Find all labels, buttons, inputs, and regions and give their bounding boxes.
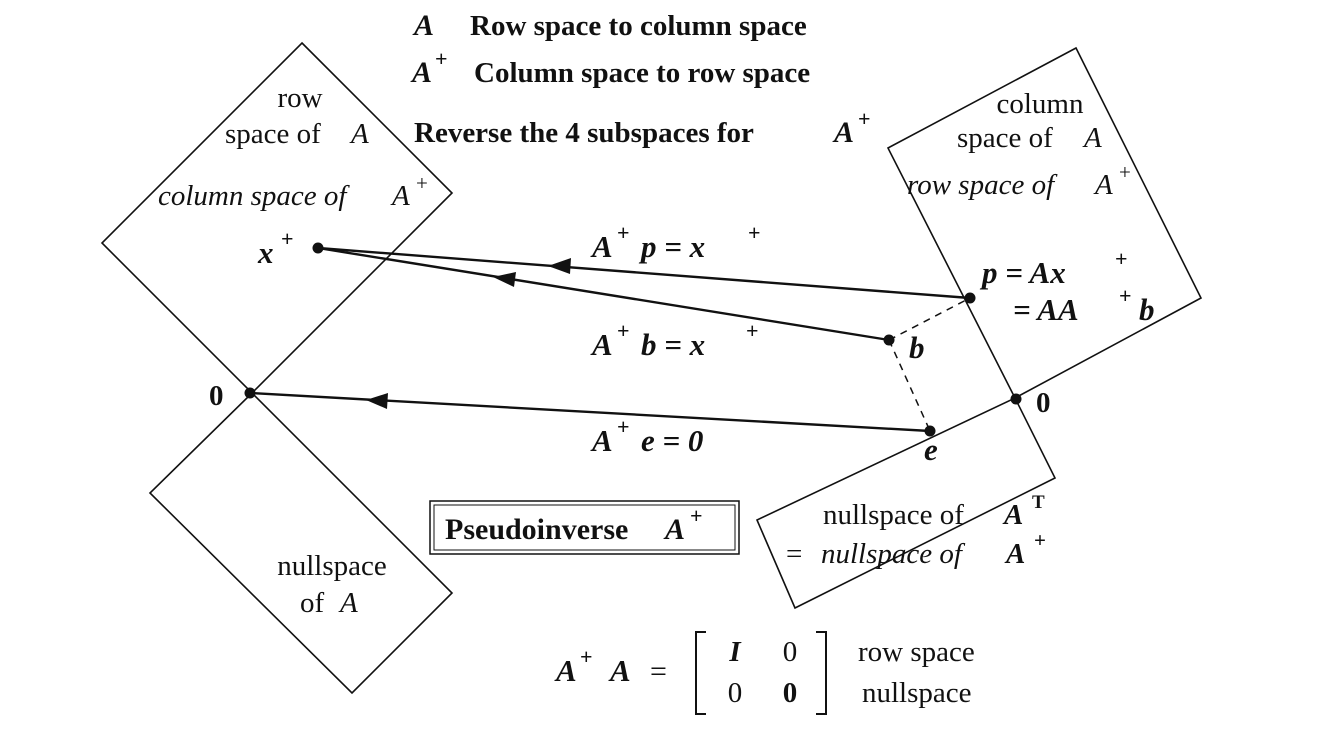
nullspace-label-line2: of [300,587,325,619]
matrix-cell-22: 0 [782,677,798,709]
right-top-box [888,48,1201,398]
label-x-plus-sup: + [281,226,294,251]
matrix-row2-label: nullspace [862,677,972,709]
header-line3-sup: + [858,106,871,131]
label-origin-right: 0 [1036,387,1051,419]
matrix-row1-label: row space [858,636,975,668]
p-equation-line1-sup: + [1115,246,1128,271]
arrow-e-to-origin-head [366,393,388,409]
header-line3-text: Reverse the 4 subspaces for [414,117,754,149]
eq-a-plus-b [590,318,759,362]
row-space-label-line2-sym: A [351,118,369,150]
eq-a-plus-e-sup: + [617,414,630,439]
header-line2-sup: + [435,46,448,71]
matrix-lhs-sym1: A [556,653,577,688]
header [410,9,871,149]
p-equation-line2: = AA [1013,292,1079,327]
column-space-label-line2: space of [957,122,1053,154]
nullspace-box-outline [150,393,452,693]
column-space-of-a-plus-sup: + [416,171,428,195]
p-equation-line2-tail: b [1139,292,1155,327]
nullspace-of-a-plus-sym: A [1006,538,1026,570]
column-space-of-a-plus-label: column space of [158,180,347,212]
matrix-equals: = [650,655,667,688]
row-space-of-a-plus-sym: A [1095,169,1113,201]
header-line3-symbol: A [834,116,855,149]
point-origin-left [245,388,256,399]
row-space-label-line2: space of [225,118,321,150]
matrix-right-bracket [816,632,826,714]
label-x-plus: x [258,235,274,270]
nullspace-label-line1: nullspace [277,550,387,582]
nullspace-of-a-plus-sup: + [1034,528,1046,552]
pseudoinverse-title-sym: A [665,513,686,546]
header-line2-symbol: A [412,56,433,89]
p-equation-line1: p = Ax [982,255,1066,290]
column-space-label-line1: column [996,88,1084,120]
header-line1-text: Row space to column space [470,10,807,42]
left-nullspace-label-line1: nullspace of [823,499,964,531]
label-origin-left: 0 [209,380,224,412]
matrix-lhs-sup: + [580,644,593,669]
eq-a-plus-p-lhs: A [592,229,613,264]
pseudoinverse-box [430,501,739,554]
column-space-label-line2-sym: A [1084,122,1102,154]
eq-a-plus-p-sup: + [617,220,630,245]
nullspace-label-line2-sym: A [340,587,358,619]
pseudoinverse-title-sup: + [690,503,703,528]
eq-a-plus-b-rhs-sup: + [746,318,759,343]
matrix-lhs-sym2: A [610,653,631,688]
point-b [884,335,895,346]
matrix-equation [554,632,975,714]
p-equation-line2-sup: + [1119,283,1132,308]
left-nullspace-label-line1-sup: T [1032,492,1045,513]
projection-dash-b-to-p [889,298,970,340]
eq-a-plus-b-lhs: A [592,327,613,362]
row-space-of-a-plus-sup: + [1119,160,1131,184]
matrix-cell-11: I [729,636,741,668]
eq-a-plus-b-sup: + [617,318,630,343]
eq-a-plus-p-rhs: p = x [641,229,706,264]
matrix-left-bracket [696,632,706,714]
point-p [965,293,976,304]
label-b: b [909,330,925,365]
left-nullspace-label-line1-sym: A [1004,499,1024,531]
pseudoinverse-title: Pseudoinverse [445,513,629,546]
nullspace-of-a-plus-label: nullspace of [821,538,962,570]
point-origin-right [1011,394,1022,405]
matrix-cell-12: 0 [782,636,798,668]
eq-a-plus-p-rhs-sup: + [748,220,761,245]
header-line2-text: Column space to row space [474,57,811,89]
eq-a-plus-p [590,220,761,264]
eq-a-plus-e [590,414,703,458]
left-top-box [102,43,452,393]
eq-a-plus-e-rhs: e = 0 [641,423,704,458]
arrow-b-to-x-plus-head [493,272,516,287]
eq-a-plus-e-lhs: A [592,423,613,458]
left-bottom-box [150,393,452,693]
label-e: e [924,432,938,467]
point-x-plus [313,243,324,254]
header-line1-symbol: A [414,9,435,42]
column-space-of-a-plus-sym: A [392,180,410,212]
row-space-of-a-plus-label: row space of [907,169,1055,201]
p-equation [979,246,1155,327]
row-space-label-line1: row [277,82,323,114]
eq-a-plus-b-rhs: b = x [641,327,706,362]
arrow-p-to-x-plus-head [548,258,571,274]
arrow-e-to-origin [250,393,930,431]
left-nullspace-label-line2-eq: = [786,538,803,570]
matrix-cell-21: 0 [727,677,743,709]
